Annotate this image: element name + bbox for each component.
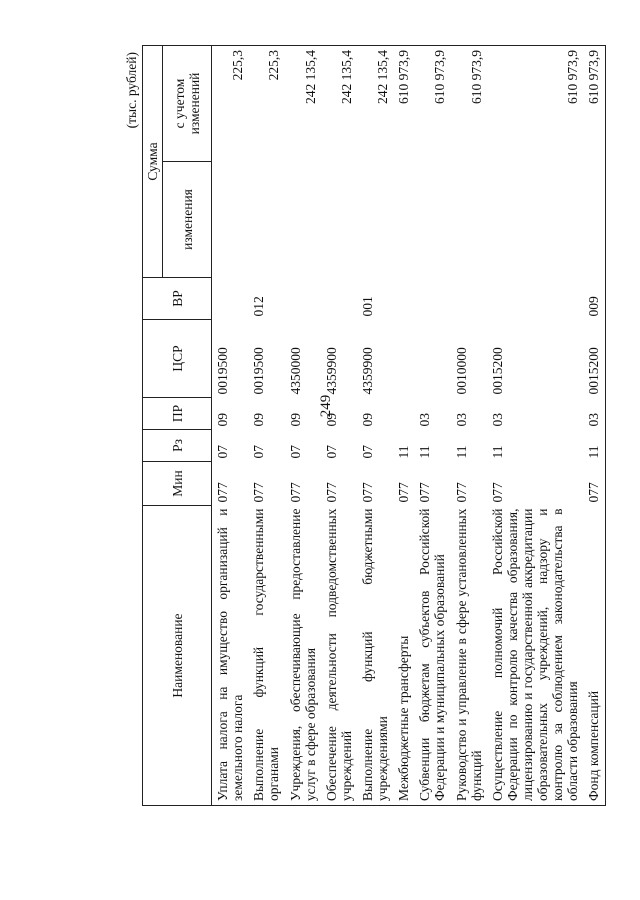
table-row (393, 45, 414, 805)
cell-csr: 4359900 (359, 347, 375, 395)
cell-min: 077 (417, 482, 433, 503)
cell-vr (451, 278, 487, 320)
cell-rz: 07 (287, 445, 303, 459)
cell-min: 077 (396, 482, 412, 503)
cell-changes (212, 162, 249, 278)
header-with-changes: с учетом изменений (163, 45, 212, 161)
cell-csr: 0019500 (251, 347, 267, 395)
cell-total: 610 973,9 (396, 49, 412, 104)
cell-rz: 11 (417, 445, 433, 459)
cell-changes (583, 162, 605, 278)
table-row (248, 45, 284, 805)
cell-changes (393, 162, 414, 278)
cell-csr: 4359900 (323, 347, 339, 395)
cell-vr (487, 278, 584, 320)
cell-csr: 0015200 (489, 347, 505, 395)
budget-table (142, 45, 606, 806)
table-row (583, 45, 605, 805)
cell-rz: 11 (453, 445, 469, 459)
cell-csr: 4350000 (287, 347, 303, 395)
cell-min: 077 (323, 482, 339, 503)
cell-name: Межбюджетные трансферты (396, 635, 412, 801)
cell-pr: 09 (287, 413, 303, 427)
cell-changes (321, 162, 357, 278)
cell-csr: 0015200 (586, 347, 602, 395)
cell-pr (393, 398, 414, 430)
cell-changes (487, 162, 584, 278)
cell-rz: 11 (586, 445, 602, 459)
cell-pr: 03 (586, 413, 602, 427)
cell-rz: 07 (359, 445, 375, 459)
cell-total: 610 973,9 (432, 49, 448, 104)
cell-total: 610 973,9 (468, 49, 484, 104)
cell-vr (321, 278, 357, 320)
cell-total: 242 135,4 (302, 49, 318, 104)
cell-name: Фонд компенсаций (586, 690, 602, 801)
cell-total: 242 135,4 (338, 49, 354, 104)
cell-total: 225,3 (266, 49, 282, 81)
table-row (487, 45, 584, 805)
cell-rz: 07 (251, 445, 267, 459)
cell-name: Руководство и управление в сфере установленных функций (453, 508, 484, 801)
cell-name: Выполнение функций бюджетными учреждениями (359, 508, 391, 801)
header-name: Наименование (143, 506, 212, 806)
header-min: Мин (143, 462, 212, 506)
cell-min: 077 (453, 482, 469, 503)
cell-vr (393, 278, 414, 320)
header-changes: изменения (163, 162, 212, 278)
cell-csr: 0019500 (215, 347, 231, 395)
header-rz: Рз (143, 430, 212, 462)
cell-csr (393, 320, 414, 398)
cell-pr: 09 (323, 413, 339, 427)
table-row (321, 45, 357, 805)
header-csr: ЦСР (143, 320, 212, 398)
cell-changes (285, 162, 321, 278)
header-sum: Сумма (143, 45, 163, 277)
cell-min: 077 (359, 482, 375, 503)
cell-total: 225,3 (230, 49, 246, 81)
header-pr: ПР (143, 398, 212, 430)
cell-vr (285, 278, 321, 320)
cell-name: Субвенции бюджетам субъектов Российской Федерации и муниципальных образований (417, 508, 448, 801)
cell-vr: 009 (586, 296, 602, 317)
cell-pr: 03 (489, 413, 505, 427)
cell-min: 077 (251, 482, 267, 503)
cell-pr: 03 (453, 413, 469, 427)
cell-rz: 07 (323, 445, 339, 459)
budget-table-sheet (124, 46, 606, 806)
cell-csr (414, 320, 450, 398)
cell-vr (212, 278, 249, 320)
header-row (143, 45, 163, 805)
cell-min: 077 (489, 482, 505, 503)
units-note: (тыс. рублей) (124, 52, 139, 129)
cell-changes (357, 162, 393, 278)
cell-changes (248, 162, 284, 278)
header-vr: ВР (143, 278, 212, 320)
cell-rz: 11 (396, 445, 412, 459)
cell-min: 077 (215, 482, 231, 503)
page-number: 249 (318, 394, 334, 418)
cell-name: Выполнение функций государственными органами (251, 508, 282, 801)
cell-pr: 09 (251, 413, 267, 427)
cell-total: 242 135,4 (375, 49, 391, 104)
table-body (212, 45, 605, 805)
cell-total: 610 973,9 (586, 49, 602, 104)
cell-name: Уплата налога на имущество организаций и земельного налога (215, 508, 246, 801)
cell-min: 077 (287, 482, 303, 503)
table-row (357, 45, 393, 805)
cell-vr: 012 (251, 296, 267, 317)
cell-pr: 09 (215, 413, 231, 427)
cell-min: 077 (586, 482, 602, 503)
cell-vr: 001 (359, 296, 375, 317)
cell-name: Обеспечение деятельности подведомственных учреждений (323, 508, 354, 801)
table-row (451, 45, 487, 805)
cell-total: 610 973,9 (565, 49, 581, 104)
cell-rz: 11 (489, 445, 505, 459)
cell-name: Учреждения, обеспечивающие предоставление услуг в сфере образования (287, 508, 318, 801)
table-row (212, 45, 249, 805)
table-row (285, 45, 321, 805)
cell-changes (451, 162, 487, 278)
cell-rz: 07 (215, 445, 231, 459)
cell-vr (414, 278, 450, 320)
cell-name: Осуществление полномочий Российской Федерации по контролю качества образования, лицензированию и государственной аккредитации образовательных учреждений, надзору и контролю за соблюдением законодательства в области образования (489, 508, 581, 801)
table-row (414, 45, 450, 805)
cell-pr: 03 (417, 413, 433, 427)
cell-csr: 0010000 (453, 347, 469, 395)
cell-changes (414, 162, 450, 278)
cell-pr: 09 (359, 413, 375, 427)
